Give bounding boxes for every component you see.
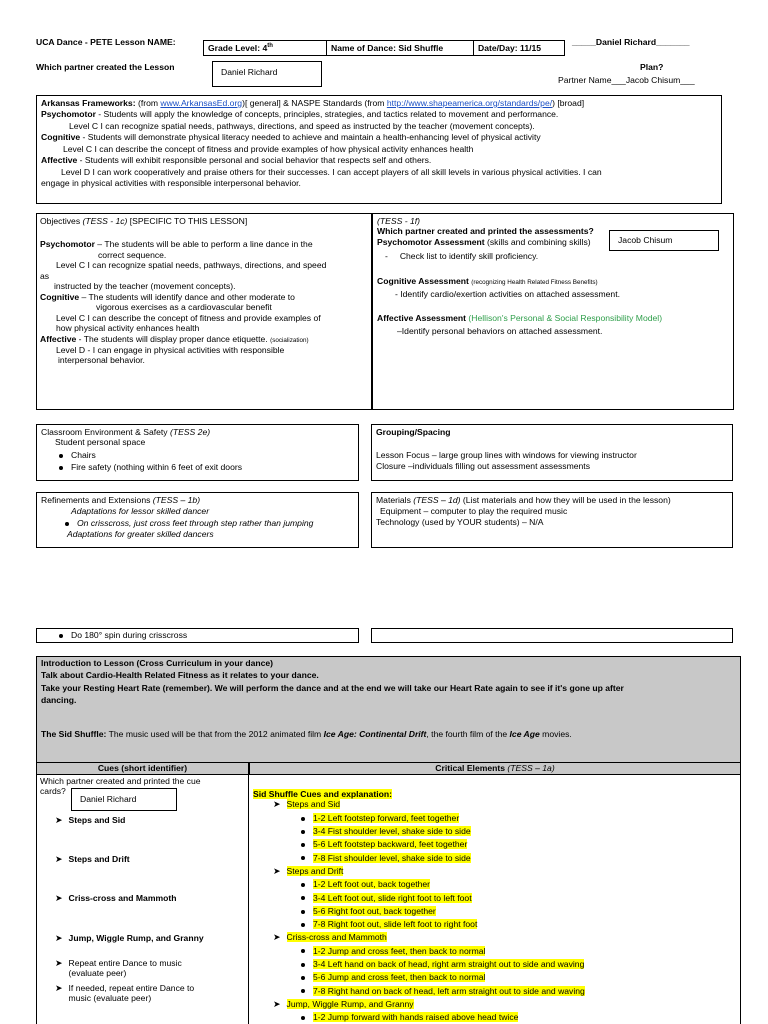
bullet-icon — [59, 634, 63, 638]
arrow-bullet-icon: ➤ — [55, 958, 63, 968]
arrow-bullet-icon: ➤ — [55, 983, 63, 993]
critical-step: 5-6 Right foot out, back together — [253, 906, 736, 919]
cue-partner-box: Daniel Richard — [71, 788, 177, 811]
bullet-icon — [301, 817, 305, 821]
arrow-bullet-icon: ➤ — [273, 799, 281, 810]
author-name-line: _____Daniel Richard_______ — [572, 37, 690, 47]
partner-question: Which partner created the Lesson — [36, 62, 175, 72]
arrow-bullet-icon: ➤ — [273, 998, 281, 1009]
refinements-continued-box: Do 180° spin during crisscross — [36, 628, 359, 643]
header-table — [203, 40, 565, 57]
assessments-box: (TESS - 1f) Which partner created and printed the assessments? Psychomotor Assessment (skills and combining skills) - Check list to identify skill proficiency. Cognitive Assessment (recognizing Health Related Fitness Benefits) - Identify cardio/exertion activities on attached assessment. Affective Assessment (Hellison's Personal & Social Responsibility Model) –Identify personal behaviors on attached assessment. Jacob Chisum — [372, 213, 734, 410]
arrow-bullet-icon: ➤ — [55, 893, 63, 903]
critical-step: 3-4 Fist shoulder level, shake side to side — [253, 826, 736, 839]
objectives-box: Objectives (TESS - 1c) [SPECIFIC TO THIS LESSON] Psychomotor – The students will be able to perform a line dance in the correct sequence. Level C I can recognize spatial needs, pathways, directions, and speed as instructed by the teacher (movement concepts). Cognitive – The students will identify dance and other moderate to vigorous exercises as a cardiovascular benefit Level C I can describe the concept of fitness and provide examples of how physical activity enhances health Affective - The students will display proper dance etiquette. (socialization) Level D - I can engage in physical activities with responsible interpersonal behavior. — [36, 213, 372, 410]
arrow-bullet-icon: ➤ — [55, 933, 63, 943]
bullet-icon — [301, 976, 305, 980]
bullet-icon — [301, 830, 305, 834]
cues-header: Cues (short identifier) — [36, 762, 249, 775]
bullet-icon — [301, 949, 305, 953]
critical-group-title: ➤ Steps and Drift — [273, 865, 344, 876]
cues-column: Which partner created and printed the cue cards? Daniel Richard ➤ Steps and Sid ➤ Steps and Drift ➤ Criss-cross and Mammoth ➤ Jump, Wiggle Rump, and Granny ➤ Repeat entire Dance to music (evaluate peer) ➤ If needed, repeat entire Dance to music (evaluate peer) — [36, 775, 249, 1024]
cue-item: ➤ Steps and Sid — [55, 815, 126, 825]
critical-step: 3-4 Left hand on back of head, right arm straight out to side and waving — [253, 959, 736, 972]
critical-column: Sid Shuffle Cues and explanation: ➤ Steps and Sid 1-2 Left footstep forward, feet together 3-4 Fist shoulder level, shake side to side 5-6 Left footstep backward, feet together 7-8 Fist shoulder level, shake side to side ➤ Steps and Drift 1-2 Left foot out, back together 3-4 Left foot out, slide right foot to left foot 5-6 Right foot out, back together 7-8 Right foot out, slide left foot to right foot ➤ Criss-cross and Mammoth 1-2 Jump and cross feet, then back to normal 3-4 Left hand on back of head, right arm straight out to side and waving 5-6 Jump and cross feet, then back to normal 7-8 Right hand on back of head, left arm straight out to side and waving ➤ Jump, Wiggle Rump, and Granny 1-2 Jump forward with hands raised above head twice — [249, 775, 741, 1024]
bullet-icon — [301, 883, 305, 887]
critical-list — [253, 799, 736, 1024]
critical-header: Critical Elements (TESS – 1a) — [249, 762, 741, 775]
shape-america-link[interactable]: http://www.shapeamerica.org/standards/pe/ — [386, 98, 553, 108]
critical-step: 7-8 Right foot out, slide left foot to right foot — [253, 919, 736, 932]
bullet-icon — [65, 522, 69, 526]
bullet-icon — [301, 963, 305, 967]
cue-item: ➤ Jump, Wiggle Rump, and Granny — [55, 933, 204, 943]
arrow-bullet-icon: ➤ — [273, 932, 281, 943]
critical-group-title: ➤ Steps and Sid — [273, 799, 341, 810]
cue-item: ➤ Criss-cross and Mammoth — [55, 893, 177, 903]
plan-label: Plan? — [640, 62, 664, 72]
lesson-title: UCA Dance - PETE Lesson NAME: — [36, 37, 176, 47]
arrow-bullet-icon: ➤ — [55, 815, 63, 825]
bullet-icon — [59, 454, 63, 458]
frameworks-box: Arkansas Frameworks: (from www.ArkansasEd.org)[ general] & NASPE Standards (from http://www.shapeamerica.org/standards/pe/) [broad] Psychomotor - Students will apply the knowledge of concepts, principles, strategies, and tactics related to movement and performance. Level C I can recognize spatial needs, pathways, directions, and speed as instructed by the teacher (movement concepts). Cognitive - Students will demonstrate physical literacy needed to achieve and maintain a health-enhancing level of physical activity Level C I can describe the concept of fitness and provide examples of how physical activity enhances health Affective - Students will exhibit responsible personal and social behavior that respects self and others. Level D I can work cooperatively and praise others for their successes. I can accept players of all skill levels in various physical activities. I can engage in physical activities with responsible interpersonal behavior. — [36, 95, 722, 204]
arkansas-ed-link[interactable]: www.ArkansasEd.org — [160, 98, 243, 108]
critical-step: 1-2 Left footstep forward, feet together — [253, 813, 736, 826]
bullet-icon — [301, 923, 305, 927]
grade-level-cell: Grade Level: 4th — [203, 40, 326, 56]
critical-step: 1-2 Left foot out, back together — [253, 879, 736, 892]
materials-box: Materials (TESS – 1d) (List materials and how they will be used in the lesson) Equipment – computer to play the required music Technology (used by YOUR students) – N/A — [371, 492, 733, 548]
critical-step: 5-6 Left footstep backward, feet together — [253, 839, 736, 852]
bullet-icon — [301, 989, 305, 993]
bullet-icon — [301, 856, 305, 860]
critical-step: 1-2 Jump and cross feet, then back to normal — [253, 946, 736, 959]
bullet-icon — [301, 896, 305, 900]
cue-repeat-item: ➤ If needed, repeat entire Dance to music (evaluate peer) — [55, 983, 195, 1004]
cue-repeat-item: ➤ Repeat entire Dance to music (evaluate peer) — [55, 958, 182, 979]
arrow-bullet-icon: ➤ — [55, 854, 63, 864]
assessment-partner-box: Jacob Chisum — [609, 230, 719, 251]
critical-step: 1-2 Jump forward with hands raised above head twice — [253, 1012, 736, 1024]
bullet-icon — [59, 466, 63, 470]
cue-item: ➤ Steps and Drift — [55, 854, 130, 864]
date-cell: Date/Day: 11/15 — [473, 40, 565, 56]
partner-name-line: Partner Name___Jacob Chisum___ — [558, 75, 695, 85]
arrow-bullet-icon: ➤ — [273, 865, 281, 876]
critical-step: 5-6 Jump and cross feet, then back to normal — [253, 972, 736, 985]
bullet-icon — [301, 843, 305, 847]
bullet-icon — [301, 910, 305, 914]
refinements-box: Refinements and Extensions (TESS – 1b) Adaptations for lessor skilled dancer On crisscross, just cross feet through step rather than jumping Adaptations for greater skilled dancers — [36, 492, 359, 548]
critical-step: 3-4 Left foot out, slide right foot to left foot — [253, 893, 736, 906]
critical-step: 7-8 Right hand on back of head, left arm straight out to side and waving — [253, 986, 736, 999]
grouping-box: Grouping/Spacing Lesson Focus – large group lines with windows for viewing instructor Closure –individuals filling out assessment assessments — [371, 424, 733, 481]
critical-group-title: ➤ Criss-cross and Mammoth — [273, 932, 387, 943]
critical-step: 7-8 Fist shoulder level, shake side to side — [253, 853, 736, 866]
materials-continued-box — [371, 628, 733, 643]
dance-name-cell: Name of Dance: Sid Shuffle — [326, 40, 473, 56]
environment-box: Classroom Environment & Safety (TESS 2e) Student personal space Chairs Fire safety (nothing within 6 feet of exit doors — [36, 424, 359, 481]
lesson-partner-box: Daniel Richard — [212, 61, 322, 87]
critical-group-title: ➤ Jump, Wiggle Rump, and Granny — [273, 998, 414, 1009]
bullet-icon — [301, 1016, 305, 1020]
introduction-box: Introduction to Lesson (Cross Curriculum in your dance) Talk about Cardio-Health Related Fitness as it relates to your dance. Take your Resting Heart Rate (remember). We will perform the dance and at the end we will take our Heart Rate again to see if it's gone up after dancing. The Sid Shuffle: The music used will be that from the 2012 animated film Ice Age: Continental Drift, the fourth film of the Ice Age movies. — [36, 656, 741, 763]
